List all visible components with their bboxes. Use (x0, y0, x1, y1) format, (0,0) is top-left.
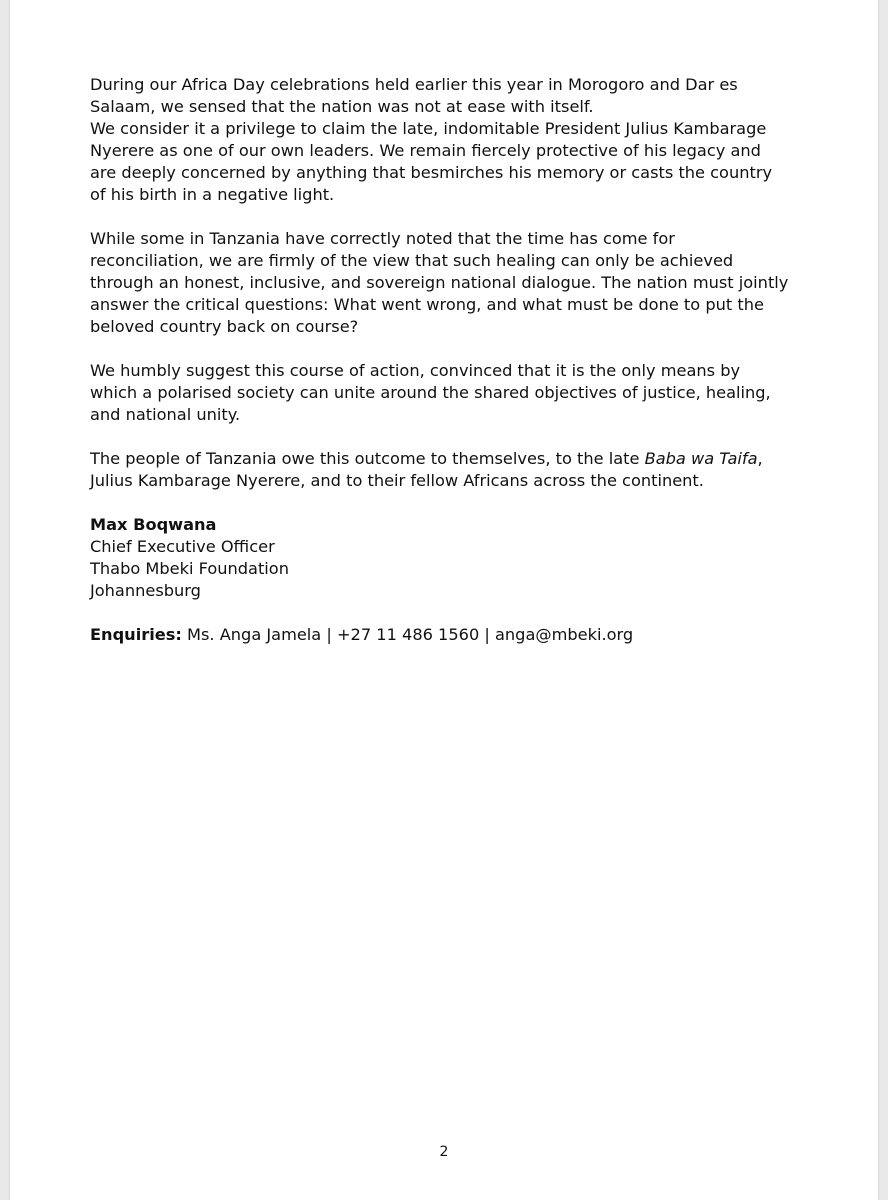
paragraph-course-of-action: We humbly suggest this course of action, convinced that it is the only means by which a polarised society can unite around the shared objectives of justice, healing, and national unity. (90, 361, 771, 424)
paragraph-africa-day-line1: During our Africa Day celebrations held earlier this year in Morogoro and Dar es Salaam, we sensed that the nation was not at ease with itself. (90, 75, 738, 116)
signatory-title: Chief Executive Officer (90, 537, 275, 556)
signatory-name: Max Boqwana (90, 515, 217, 534)
paragraph-reconciliation: While some in Tanzania have correctly noted that the time has come for reconciliation, we are firmly of the view that such healing can only be achieved through an honest, inclusive, and sovereign national dialogue. The nation must jointly answer the critical questions: What went wrong, and what must be done to put the beloved country back on course? (90, 229, 789, 336)
document-page (10, 0, 878, 1200)
signatory-city: Johannesburg (90, 581, 201, 600)
paragraph-text-before: The people of Tanzania owe this outcome to themselves, to the late (90, 449, 645, 468)
enquiries-line (90, 624, 790, 646)
paragraph-people-of-tanzania (90, 448, 790, 492)
document-body (90, 74, 790, 668)
signature-block (90, 514, 790, 602)
signatory-organization: Thabo Mbeki Foundation (90, 559, 289, 578)
page-number: 2 (439, 1144, 449, 1160)
paragraph-africa-day (90, 74, 790, 206)
enquiries-label: Enquiries: (90, 625, 182, 644)
baba-wa-taifa-italic: Baba wa Taifa (644, 449, 758, 468)
paragraph-text-after: , Julius Kambarage Nyerere, and to their fellow Africans across the continent. (90, 449, 763, 490)
enquiries-details: Ms. Anga Jamela | +27 11 486 1560 | anga@mbeki.org (181, 625, 634, 644)
paragraph-africa-day-line2: We consider it a privilege to claim the late, indomitable President Julius Kambarage Nyerere as one of our own leaders. We remain fiercely protective of his legacy and are deeply concerned by anything that besmirches his memory or casts the country of his birth in a negative light. (90, 119, 773, 204)
